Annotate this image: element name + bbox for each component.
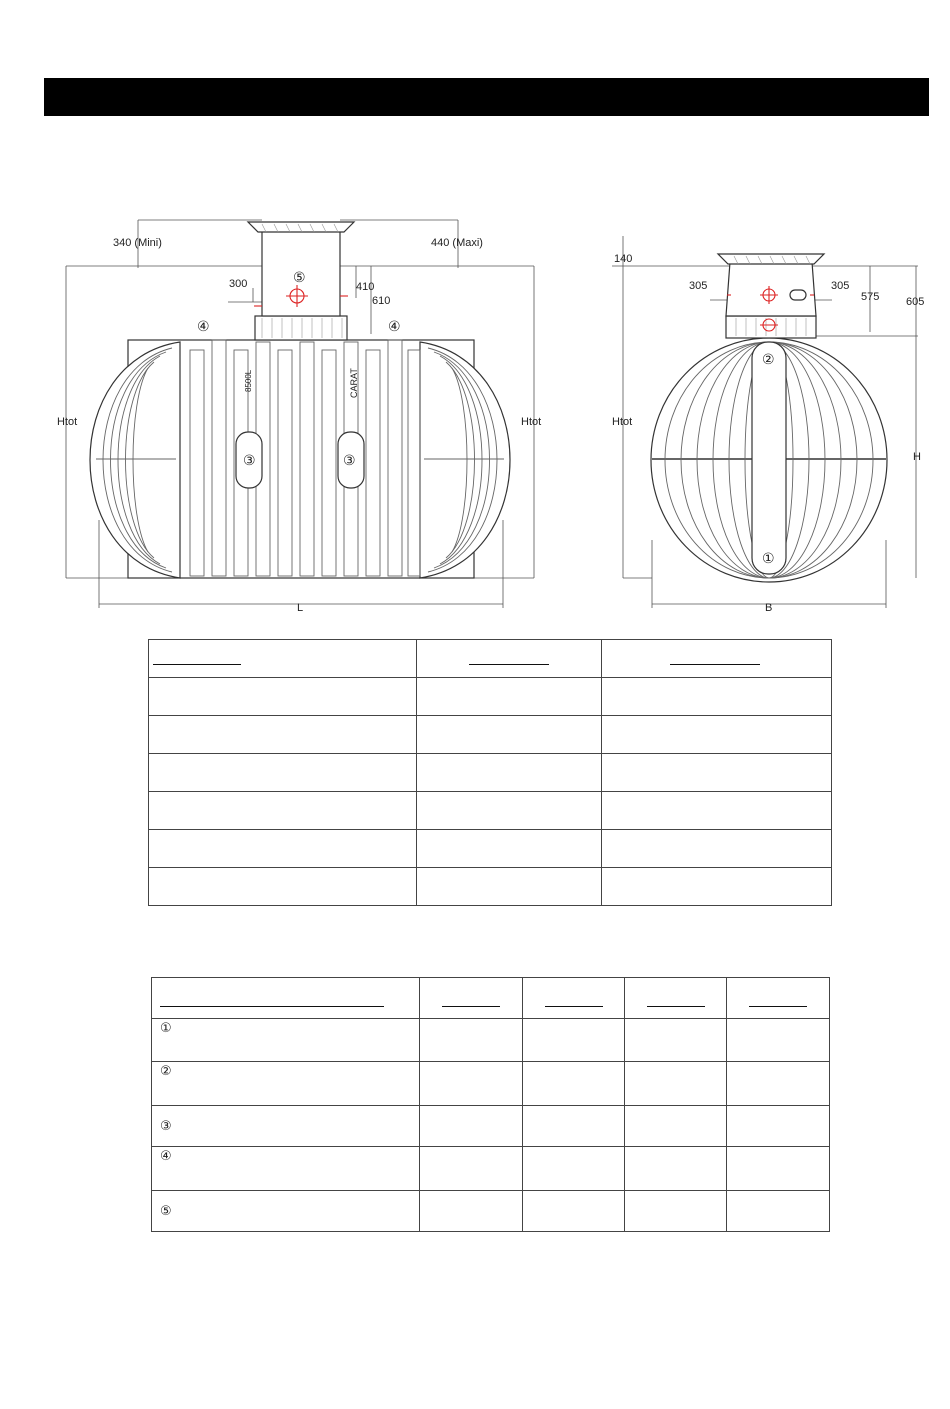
table-cell — [417, 716, 602, 754]
dim-610: 610 — [372, 295, 391, 307]
dim-305-right: 305 — [831, 280, 850, 292]
table-row — [152, 1106, 830, 1147]
symbol-2: ② — [160, 1064, 172, 1079]
callout-3-left: ③ — [243, 452, 256, 468]
table-cell — [602, 868, 832, 906]
header-cell — [522, 978, 625, 1019]
table-row — [149, 754, 832, 792]
table-cell — [152, 1147, 420, 1191]
dim-140: 140 — [614, 253, 633, 265]
table-cell — [727, 1019, 830, 1062]
table-cell — [149, 868, 417, 906]
callout-2: ② — [762, 351, 775, 367]
table-cell — [417, 830, 602, 868]
dim-width: B — [765, 602, 773, 614]
callout-4-left: ④ — [197, 318, 210, 334]
table-row — [149, 868, 832, 906]
table-cell — [417, 754, 602, 792]
table-cell — [152, 1019, 420, 1062]
symbol-3: ③ — [160, 1119, 172, 1134]
connections-table — [151, 977, 830, 1232]
table-cell — [152, 1191, 420, 1232]
dim-605: 605 — [906, 296, 925, 308]
table-row — [149, 678, 832, 716]
dim-h: H — [913, 451, 921, 463]
table-cell — [625, 1062, 727, 1106]
table-row — [149, 830, 832, 868]
dim-length: L — [297, 602, 304, 614]
dim-htot: Htot — [612, 416, 633, 428]
table-cell — [625, 1019, 727, 1062]
table-cell — [522, 1191, 625, 1232]
symbol-4: ④ — [160, 1149, 172, 1164]
table-cell — [419, 1106, 522, 1147]
dim-340-mini: 340 (Mini) — [113, 237, 162, 249]
table-cell — [417, 678, 602, 716]
table-cell — [152, 1106, 420, 1147]
symbol-1: ① — [160, 1021, 172, 1036]
logo-badge — [790, 290, 806, 300]
table-cell — [602, 792, 832, 830]
table-cell — [727, 1062, 830, 1106]
table-cell — [152, 1062, 420, 1106]
table-cell — [727, 1106, 830, 1147]
callout-1: ① — [762, 550, 775, 566]
table-cell — [419, 1147, 522, 1191]
table-cell — [419, 1062, 522, 1106]
embossed-volume: 8500L — [244, 369, 253, 392]
table-row — [152, 1147, 830, 1191]
table-row — [149, 792, 832, 830]
table-cell — [149, 754, 417, 792]
callout-4-right: ④ — [388, 318, 401, 334]
table-cell — [625, 1106, 727, 1147]
symbol-5: ⑤ — [160, 1204, 172, 1219]
header-cell — [149, 640, 417, 678]
table-cell — [602, 830, 832, 868]
table-cell — [522, 1062, 625, 1106]
header-cell — [417, 640, 602, 678]
technical-drawing — [0, 0, 950, 640]
front-view — [612, 236, 924, 614]
table-header-row — [152, 978, 830, 1019]
table-cell — [149, 830, 417, 868]
callout-3-right: ③ — [343, 452, 356, 468]
dim-htot-left: Htot — [57, 416, 78, 428]
table-cell — [149, 716, 417, 754]
table-cell — [149, 678, 417, 716]
table-cell — [419, 1191, 522, 1232]
embossed-brand: CARAT — [349, 368, 359, 398]
header-cell — [152, 978, 420, 1019]
table-row — [152, 1062, 830, 1106]
header-cell — [727, 978, 830, 1019]
dimensions-table — [148, 639, 832, 906]
table-header-row — [149, 640, 832, 678]
callout-5: ⑤ — [293, 269, 306, 285]
table-cell — [602, 716, 832, 754]
table-cell — [149, 792, 417, 830]
table-cell — [625, 1191, 727, 1232]
table-row — [152, 1019, 830, 1062]
header-cell — [419, 978, 522, 1019]
table-cell — [417, 792, 602, 830]
dim-300: 300 — [229, 278, 248, 290]
dim-305-left: 305 — [689, 280, 708, 292]
table-cell — [602, 754, 832, 792]
table-cell — [417, 868, 602, 906]
table-cell — [602, 678, 832, 716]
table-cell — [419, 1019, 522, 1062]
header-cell — [602, 640, 832, 678]
dim-575: 575 — [861, 291, 880, 303]
table-cell — [727, 1191, 830, 1232]
table-cell — [522, 1147, 625, 1191]
table-cell — [522, 1019, 625, 1062]
table-cell — [522, 1106, 625, 1147]
dim-410: 410 — [356, 281, 375, 293]
side-view — [57, 220, 541, 614]
dim-440-maxi: 440 (Maxi) — [431, 237, 483, 249]
header-cell — [625, 978, 727, 1019]
dim-htot-right: Htot — [521, 416, 542, 428]
table-row — [149, 716, 832, 754]
table-row — [152, 1191, 830, 1232]
table-cell — [727, 1147, 830, 1191]
table-cell — [625, 1147, 727, 1191]
